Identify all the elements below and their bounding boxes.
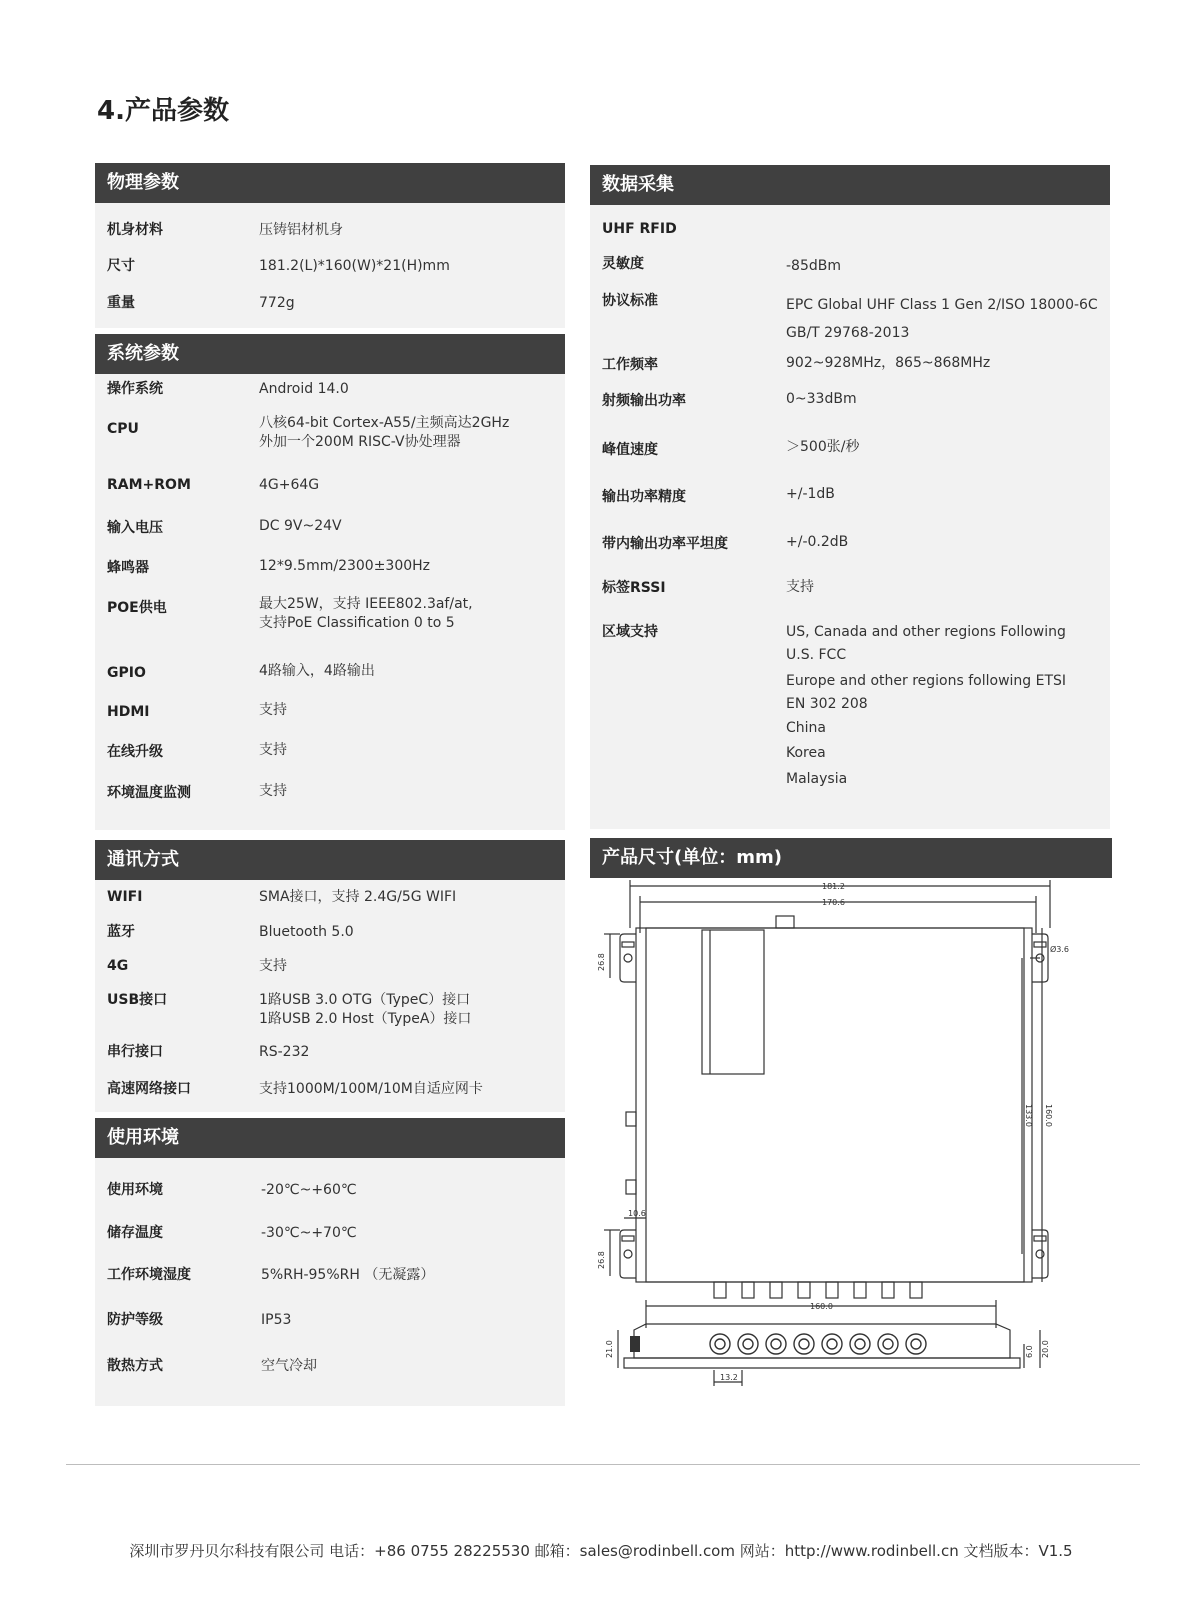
spec-value-line: GB/T 29768-2013 xyxy=(786,325,910,341)
dimensions-heading: 产品尺寸(单位：mm) xyxy=(590,838,1112,878)
spec-label: HDMI xyxy=(107,704,150,720)
spec-value: 支持 xyxy=(259,783,287,799)
spec-label: 机身材料 xyxy=(107,222,163,238)
dim-label: 26.8 xyxy=(597,1251,606,1269)
spec-value-line: Europe and other regions following ETSI xyxy=(786,673,1067,689)
spec-value: RS-232 xyxy=(259,1044,310,1060)
data-collect-heading: 数据采集 xyxy=(590,165,1110,205)
spec-value-line: China xyxy=(786,720,826,736)
comm-panel xyxy=(95,840,565,1112)
footer-divider xyxy=(66,1464,1140,1465)
spec-value: SMA接口，支持 2.4G/5G WIFI xyxy=(259,889,457,905)
spec-label: 4G xyxy=(107,958,129,974)
spec-value: 0~33dBm xyxy=(786,391,857,407)
spec-value: 181.2(L)*160(W)*21(H)mm xyxy=(259,258,450,274)
spec-label: 标签RSSI xyxy=(602,580,666,596)
spec-label: 散热方式 xyxy=(107,1358,163,1374)
environment-heading: 使用环境 xyxy=(95,1118,565,1158)
system-params-heading: 系统参数 xyxy=(95,334,565,374)
dim-label: 6.0 xyxy=(1025,1345,1034,1358)
spec-value: -85dBm xyxy=(786,258,841,274)
spec-value: Bluetooth 5.0 xyxy=(259,924,354,940)
dim-label: 133.0 xyxy=(1024,1104,1033,1127)
spec-label: 尺寸 xyxy=(107,258,135,274)
spec-value: -20℃~+60℃ xyxy=(261,1182,357,1198)
spec-label: GPIO xyxy=(107,665,146,681)
spec-value: 4路输入，4路输出 xyxy=(259,663,375,679)
spec-value: 902~928MHz，865~868MHz xyxy=(786,355,991,371)
comm-heading: 通讯方式 xyxy=(95,840,565,880)
spec-label: RAM+ROM xyxy=(107,477,191,493)
spec-value-line: 最大25W，支持 IEEE802.3af/at, xyxy=(259,596,473,612)
spec-value: -30℃~+70℃ xyxy=(261,1225,357,1241)
physical-params-panel xyxy=(95,163,565,328)
spec-value: +/-0.2dB xyxy=(786,534,849,550)
spec-label: 峰值速度 xyxy=(602,442,658,458)
spec-label: 输出功率精度 xyxy=(602,489,686,505)
spec-label: 蜂鸣器 xyxy=(107,560,149,576)
dimensions-panel xyxy=(590,838,1112,878)
dimension-drawing-svg xyxy=(590,878,1112,1398)
spec-label: 环境温度监测 xyxy=(107,785,191,801)
footer-contact: 深圳市罗丹贝尔科技有限公司 电话：+86 0755 28225530 邮箱：sales@rodinbell.com 网站：http://www.rodinbell.cn 文档版本：V1.5 xyxy=(129,1542,1073,1560)
spec-label: POE供电 xyxy=(107,600,167,616)
spec-value: 支持 xyxy=(259,742,287,758)
dim-label: 20.0 xyxy=(1041,1340,1050,1358)
spec-value-line: 支持PoE Classification 0 to 5 xyxy=(259,615,455,631)
spec-label: 蓝牙 xyxy=(107,924,135,940)
spec-label: 操作系统 xyxy=(107,381,163,397)
spec-value: 12*9.5mm/2300±300Hz xyxy=(259,558,431,574)
spec-label: WIFI xyxy=(107,889,143,905)
dimension-drawing xyxy=(590,878,1112,1398)
spec-value: DC 9V~24V xyxy=(259,518,342,534)
spec-value-line: US, Canada and other regions Following xyxy=(786,624,1066,640)
system-params-panel xyxy=(95,334,565,830)
spec-value: Android 14.0 xyxy=(259,381,349,397)
environment-panel xyxy=(95,1118,565,1406)
dim-label: 21.0 xyxy=(605,1340,614,1358)
spec-label: 带内输出功率平坦度 xyxy=(602,536,728,552)
spec-label: CPU xyxy=(107,421,139,437)
spec-value-line: 外加一个200M RISC-V协处理器 xyxy=(259,434,461,450)
spec-label: 工作频率 xyxy=(602,357,658,373)
spec-value xyxy=(786,291,1098,347)
spec-label: 防护等级 xyxy=(107,1312,163,1328)
spec-value: ＞500张/秒 xyxy=(786,439,860,455)
spec-label: 协议标准 xyxy=(602,293,658,309)
spec-value: 772g xyxy=(259,295,295,311)
page-title: 4.产品参数 xyxy=(97,96,229,126)
spec-value xyxy=(259,414,509,452)
spec-value-line: Malaysia xyxy=(786,771,848,787)
spec-label: 输入电压 xyxy=(107,520,163,536)
spec-value-line: U.S. FCC xyxy=(786,647,847,663)
spec-label: 使用环境 xyxy=(107,1182,163,1198)
spec-value: IP53 xyxy=(261,1312,292,1328)
spec-value xyxy=(259,595,473,633)
spec-label: 射频输出功率 xyxy=(602,393,686,409)
spec-value: 支持 xyxy=(259,702,287,718)
spec-value: 支持 xyxy=(786,579,814,595)
dim-label: 160.0 xyxy=(1044,1104,1053,1127)
spec-value: 4G+64G xyxy=(259,477,320,493)
spec-label: 重量 xyxy=(107,295,135,311)
spec-label: 储存温度 xyxy=(107,1225,163,1241)
spec-value xyxy=(786,621,1066,793)
spec-value: 压铸铝材机身 xyxy=(259,222,343,238)
data-collect-panel xyxy=(590,165,1110,829)
spec-value-line: EN 302 208 xyxy=(786,696,868,712)
dim-label: Ø3.6 xyxy=(1050,945,1070,954)
dim-label: 181.2 xyxy=(822,882,845,891)
spec-value: +/-1dB xyxy=(786,486,835,502)
spec-label: 在线升级 xyxy=(107,744,163,760)
spec-value-line: 1路USB 2.0 Host（TypeA）接口 xyxy=(259,1011,472,1027)
spec-label: USB接口 xyxy=(107,992,168,1008)
spec-label: 灵敏度 xyxy=(602,256,644,272)
spec-value: 5%RH-95%RH （无凝露） xyxy=(261,1267,435,1283)
spec-value: 支持 xyxy=(259,958,287,974)
dim-label: 170.6 xyxy=(822,898,845,907)
physical-params-heading: 物理参数 xyxy=(95,163,565,203)
dim-label: 160.0 xyxy=(810,1302,833,1311)
spec-value: 支持1000M/100M/10M自适应网卡 xyxy=(259,1081,483,1097)
spec-value: 空气冷却 xyxy=(261,1358,317,1374)
dim-label: 13.2 xyxy=(720,1373,738,1382)
spec-value-line: Korea xyxy=(786,745,826,761)
dim-label: 10.6 xyxy=(628,1209,646,1218)
spec-value-line: 1路USB 3.0 OTG（TypeC）接口 xyxy=(259,992,471,1008)
spec-label: 工作环境湿度 xyxy=(107,1267,191,1283)
spec-value-line: 八核64-bit Cortex-A55/主频高达2GHz xyxy=(259,415,510,431)
spec-subtitle-label: UHF RFID xyxy=(602,221,677,237)
spec-label: 区域支持 xyxy=(602,624,658,640)
spec-label: 串行接口 xyxy=(107,1044,163,1060)
spec-label: 高速网络接口 xyxy=(107,1081,191,1097)
dim-label: 26.8 xyxy=(597,953,606,971)
spec-value xyxy=(259,991,471,1029)
spec-value-line: EPC Global UHF Class 1 Gen 2/ISO 18000-6C xyxy=(786,297,1098,313)
